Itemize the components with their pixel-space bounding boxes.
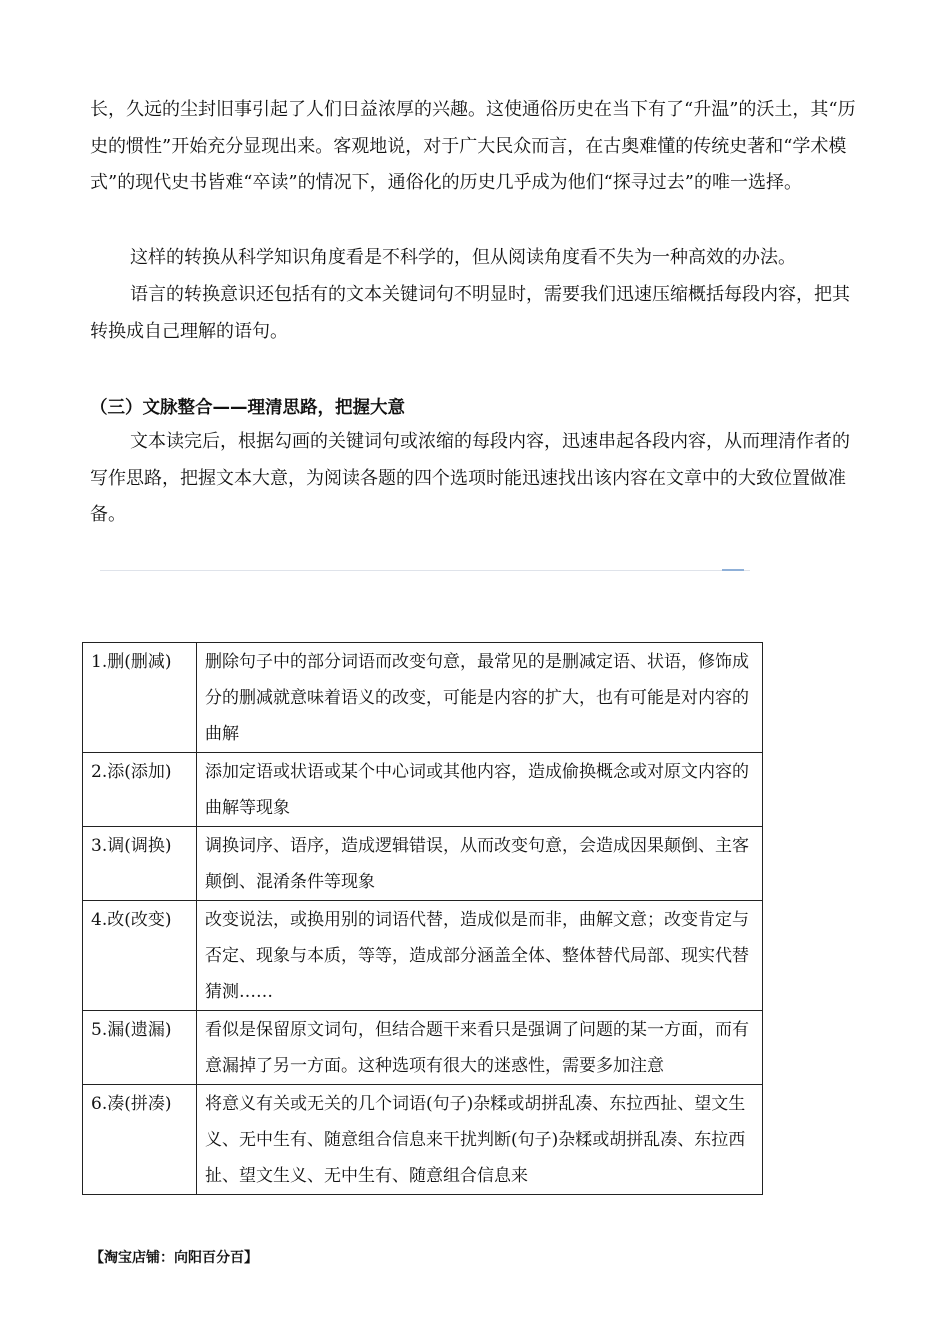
footer-shop-note: 【淘宝店铺：向阳百分百】 xyxy=(90,1250,258,1266)
table-row xyxy=(83,1085,763,1195)
table-cell-desc: 删除句子中的部分词语而改变句意，最常见的是删减定语、状语，修饰成分的删减就意味着语义的改变，可能是内容的扩大，也有可能是对内容的曲解 xyxy=(197,643,763,753)
section-heading: （三）文脉整合——理清思路，把握大意 xyxy=(90,398,405,418)
divider-line xyxy=(100,570,750,571)
table-cell-term: 2.添(添加) xyxy=(83,753,197,827)
paragraph-2: 这样的转换从科学知识角度看是不科学的，但从阅读角度看不失为一种高效的办法。 xyxy=(130,247,796,268)
table-cell-desc: 看似是保留原文词句，但结合题干来看只是强调了问题的某一方面，而有意漏掉了另一方面。这种选项有很大的迷惑性，需要多加注意 xyxy=(197,1011,763,1085)
table-row xyxy=(83,753,763,827)
table-row xyxy=(83,901,763,1011)
table-cell-term: 6.凑(拼凑) xyxy=(83,1085,197,1195)
divider-accent xyxy=(722,569,744,571)
table-row xyxy=(83,1011,763,1085)
table-cell-desc: 将意义有关或无关的几个词语(句子)杂糅或胡拼乱凑、东拉西扯、望文生义、无中生有、随意组合信息来干扰判断(句子)杂糅或胡拼乱凑、东拉西扯、望文生义、无中生有、随意组合信息来 xyxy=(197,1085,763,1195)
table-cell-term: 3.调(调换) xyxy=(83,827,197,901)
table-cell-term: 4.改(改变) xyxy=(83,901,197,1011)
table-row xyxy=(83,643,763,753)
table-cell-desc: 改变说法，或换用别的词语代替，造成似是而非，曲解文意；改变肯定与否定、现象与本质，等等，造成部分涵盖全体、整体替代局部、现实代替猜测…… xyxy=(197,901,763,1011)
paragraph-3: 语言的转换意识还包括有的文本关键词句不明显时，需要我们迅速压缩概括每段内容，把其转换成自己理解的语句。 xyxy=(90,284,850,342)
paragraph-1: 长，久远的尘封旧事引起了人们日益浓厚的兴趣。这使通俗历史在当下有了“升温”的沃土，其“历史的惯性”开始充分显现出来。客观地说，对于广大民众而言，在古奥难懂的传统史著和“学术模式”的现代史书皆难“卒读”的情况下，通俗化的历史几乎成为他们“探寻过去”的唯一选择。 xyxy=(90,99,856,193)
distractor-types-table xyxy=(82,642,763,1195)
table-cell-term: 1.删(删减) xyxy=(83,643,197,753)
table-cell-term: 5.漏(遗漏) xyxy=(83,1011,197,1085)
paragraph-4: 文本读完后，根据勾画的关键词句或浓缩的每段内容，迅速串起各段内容，从而理清作者的写作思路，把握文本大意，为阅读各题的四个选项时能迅速找出该内容在文章中的大致位置做准备。 xyxy=(90,431,850,525)
table-cell-desc: 添加定语或状语或某个中心词或其他内容，造成偷换概念或对原文内容的曲解等现象 xyxy=(197,753,763,827)
table-row xyxy=(83,827,763,901)
table-cell-desc: 调换词序、语序，造成逻辑错误，从而改变句意，会造成因果颠倒、主客颠倒、混淆条件等现象 xyxy=(197,827,763,901)
